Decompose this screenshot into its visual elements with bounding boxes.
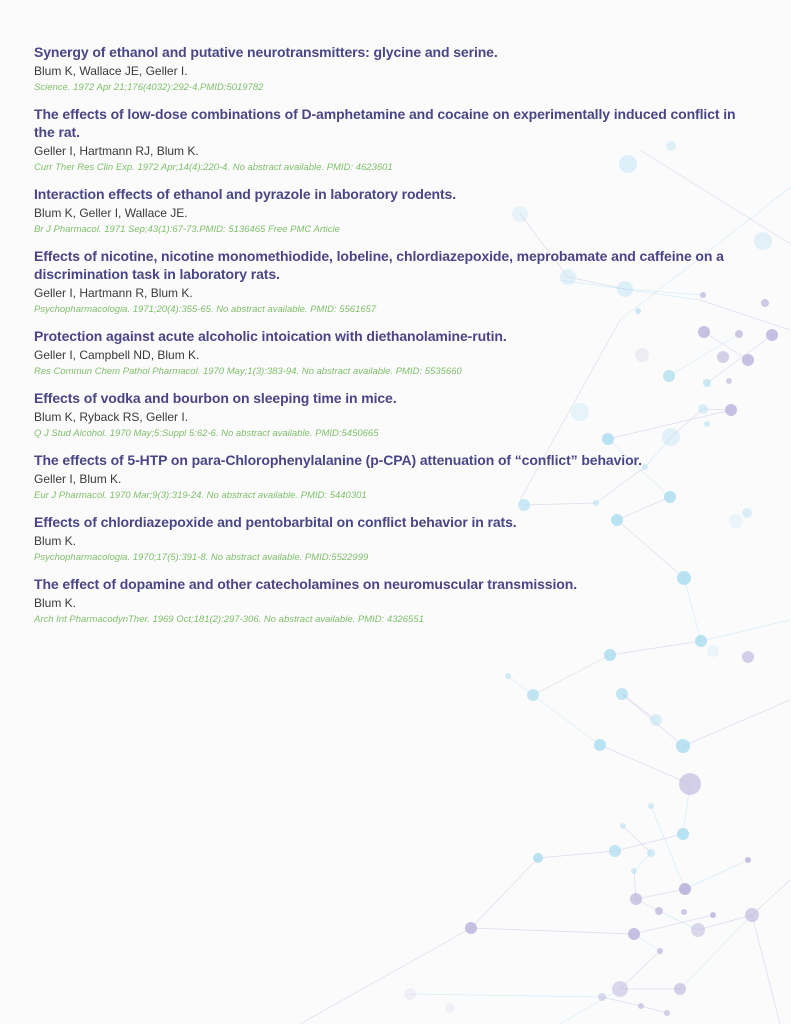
reference-entry: [34, 389, 750, 441]
network-line: [538, 851, 615, 858]
network-line: [560, 989, 620, 1024]
network-line: [752, 915, 780, 1024]
network-node: [679, 773, 701, 795]
network-node: [612, 981, 628, 997]
network-node: [710, 912, 716, 918]
network-line: [685, 860, 748, 889]
network-node: [648, 803, 654, 809]
reference-citation: Curr Ther Res Clin Exp. 1972 Apr;14(4):220-4. No abstract available. PMID: 4623601: [34, 162, 393, 173]
reference-citation: Br J Pharmacol. 1971 Sep;43(1):67-73.PMID: 5136465 Free PMC Article: [34, 224, 340, 235]
reference-title: Effects of chlordiazepoxide and pentobarbital on conflict behavior in rats.: [34, 514, 517, 530]
network-line: [410, 994, 602, 997]
network-node: [676, 739, 690, 753]
reference-entry: [34, 105, 750, 175]
network-node: [754, 232, 772, 250]
network-node: [628, 928, 640, 940]
network-line: [698, 915, 752, 930]
reference-title: The effects of 5-HTP on para-Chlorophenylalanine (p-CPA) attenuation of “conflict” behavior.: [34, 452, 642, 468]
network-line: [641, 1006, 667, 1013]
network-node: [465, 922, 477, 934]
reference-citation: Psychopharmacologia. 1971;20(4):355-65. No abstract available. PMID: 5561657: [34, 304, 377, 315]
network-line: [602, 997, 641, 1006]
network-node: [604, 649, 616, 661]
network-node: [691, 923, 705, 937]
network-node: [677, 828, 689, 840]
reference-citation: Psychopharmacologia. 1970;17(5):391-8. No abstract available. PMID:5522999: [34, 552, 369, 563]
reference-authors: Geller I, Hartmann R, Blum K.: [34, 286, 193, 300]
reference-authors: Geller I, Hartmann RJ, Blum K.: [34, 144, 199, 158]
reference-entry: [34, 451, 750, 503]
network-line: [533, 695, 600, 745]
network-line: [615, 834, 683, 851]
network-node: [533, 853, 543, 863]
reference-title: The effect of dopamine and other catecholamines on neuromuscular transmission.: [34, 576, 577, 592]
network-node: [664, 1010, 670, 1016]
reference-entry: [34, 575, 750, 627]
network-line: [620, 951, 660, 989]
network-node: [616, 688, 628, 700]
network-node: [404, 988, 416, 1000]
network-line: [600, 745, 690, 784]
reference-authors: Geller I, Campbell ND, Blum K.: [34, 348, 200, 362]
reference-citation: Res Commun Chem Pathol Pharmacol. 1970 May;1(3):383-94. No abstract available. PMID: 5535660: [34, 366, 462, 377]
reference-citation: Q J Stud Alcohol. 1970 May;5:Suppl 5:62-6. No abstract available. PMID:5450665: [34, 428, 379, 439]
network-node: [630, 893, 642, 905]
reference-title: Synergy of ethanol and putative neurotransmitters: glycine and serine.: [34, 44, 498, 60]
network-node: [609, 845, 621, 857]
reference-title: Protection against acute alcoholic intoication with diethanolamine-rutin.: [34, 328, 507, 344]
network-node: [679, 883, 691, 895]
reference-title: Effects of nicotine, nicotine monomethiodide, lobeline, chlordiazepoxide, meprobamate and caffeine on a discrimination task in laboratory rats.: [34, 248, 724, 282]
reference-citation: Eur J Pharmacol. 1970 Mar;9(3):319-24. No abstract available. PMID: 5440301: [34, 490, 367, 501]
network-node: [594, 739, 606, 751]
reference-authors: Blum K.: [34, 534, 77, 548]
reference-title: Interaction effects of ethanol and pyrazole in laboratory rodents.: [34, 186, 457, 202]
network-node: [745, 857, 751, 863]
network-node: [638, 1003, 644, 1009]
reference-title: The effects of low-dose combinations of D-amphetamine and cocaine on experimentally induced conflict in the rat.: [34, 106, 736, 140]
network-node: [598, 993, 606, 1001]
network-node: [647, 849, 655, 857]
network-node: [650, 714, 662, 726]
reference-authors: Blum K.: [34, 596, 77, 610]
network-line: [471, 928, 634, 934]
reference-authors: Geller I, Blum K.: [34, 472, 122, 486]
network-node: [620, 823, 626, 829]
network-node: [745, 908, 759, 922]
network-line: [610, 641, 701, 655]
network-line: [533, 655, 610, 695]
network-node: [657, 948, 663, 954]
network-node: [631, 868, 637, 874]
reference-title: Effects of vodka and bourbon on sleeping time in mice.: [34, 390, 397, 406]
network-line: [623, 826, 651, 853]
reference-entry: [34, 327, 750, 379]
reference-entry: [34, 185, 750, 237]
reference-authors: Blum K, Geller I, Wallace JE.: [34, 206, 188, 220]
network-node: [681, 909, 687, 915]
network-line: [683, 700, 790, 746]
network-line: [680, 915, 752, 989]
reference-citation: Science. 1972 Apr 21;176(4032):292-4.PMID:5019782: [34, 82, 264, 93]
reference-list: [34, 43, 750, 637]
network-node: [742, 651, 754, 663]
reference-entry: [34, 247, 750, 317]
reference-citation: Arch Int PharmacodynTher. 1969 Oct;181(2):297-306. No abstract available. PMID: 4326551: [34, 614, 424, 625]
network-line: [622, 694, 656, 720]
reference-authors: Blum K, Ryback RS, Geller I.: [34, 410, 189, 424]
network-node: [527, 689, 539, 701]
network-line: [636, 889, 685, 899]
network-node: [766, 329, 778, 341]
network-line: [752, 880, 790, 915]
network-node: [674, 983, 686, 995]
reference-authors: Blum K, Wallace JE, Geller I.: [34, 64, 188, 78]
reference-entry: [34, 43, 750, 95]
network-line: [651, 806, 685, 889]
network-node: [445, 1003, 455, 1013]
network-node: [655, 907, 663, 915]
network-line: [471, 858, 538, 928]
network-node: [707, 645, 719, 657]
network-node: [505, 673, 511, 679]
network-node: [761, 299, 769, 307]
reference-entry: [34, 513, 750, 565]
